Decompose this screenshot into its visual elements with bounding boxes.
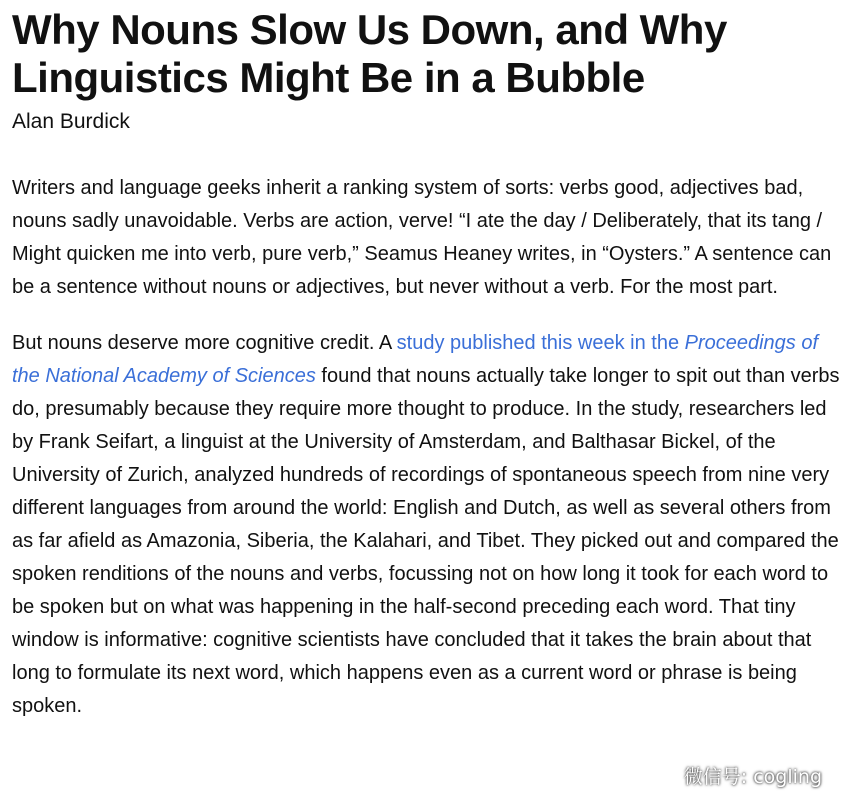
paragraph-1: Writers and language geeks inherit a ranking system of sorts: verbs good, adjectives bad, nouns sadly unavoidable. Verbs are action, verve! “I ate the day / Deliberately, that its tang / Might quicken me into verb, pure verb,” Seamus Heaney writes, in “Oysters.” A sentence can be a sentence without nouns or adjectives, but never without a verb. For the most part. <box>12 177 832 298</box>
study-link-text: study published this week in the <box>396 332 685 354</box>
paragraph-2 <box>12 327 842 723</box>
wechat-icon <box>648 764 678 788</box>
article-title: Why Nouns Slow Us Down, and Why Linguistics Might Be in a Bubble <box>12 6 727 101</box>
study-link-journal: Proceedings of the National Academy of Sciences <box>12 332 819 387</box>
watermark-text: 微信号: cogling <box>683 766 822 788</box>
paragraph-2-body: found that nouns actually take longer to spit out than verbs do, presumably because they require more thought to produce. In the study, researchers led by Frank Seifart, a linguist at the University of Amsterdam, and Balthasar Bickel, of the University of Zurich, analyzed hundreds of recordings of spontaneous speech from nine very different languages from around the world: English and Dutch, as well as several others from as far afield as Amazonia, Siberia, the Kalahari, and Tibet. They picked out and compared the spoken renditions of the nouns and verbs, focussing not on how long it took for each word to be spoken but on what was happening in the half-second preceding each word. That tiny window is informative: cognitive scientists have concluded that it takes the brain about that long to formulate its next word, which happens even as a current word or phrase is being spoken. <box>12 365 840 717</box>
wechat-watermark <box>648 762 822 789</box>
paragraph-2-intro: But nouns deserve more cognitive credit. A <box>12 332 397 354</box>
article-author: Alan Burdick <box>12 110 130 133</box>
article <box>12 6 842 723</box>
